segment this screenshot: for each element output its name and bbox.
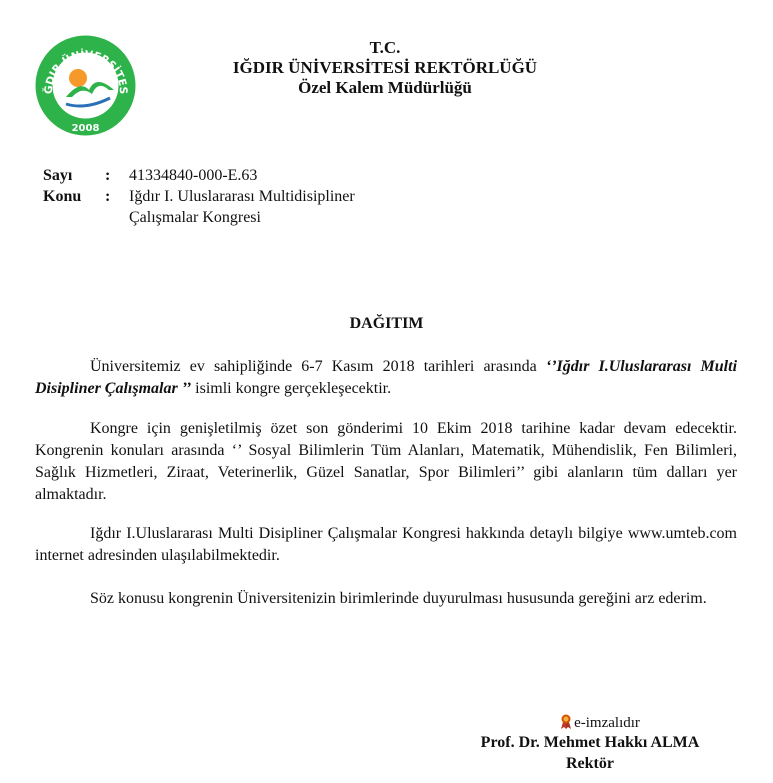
- paragraph-website: Iğdır I.Uluslararası Multi Disipliner Çalışmalar Kongresi hakkında detaylı bilgiye www.umteb.com internet adresinden ulaşılabilmektedir.: [35, 525, 737, 564]
- paragraph-announcement: [35, 356, 737, 400]
- logo-year: 2008: [71, 123, 100, 134]
- university-seal-icon: [34, 34, 137, 137]
- letterhead: [200, 38, 570, 98]
- meta-row-number: [43, 165, 369, 186]
- signature-block: [440, 714, 740, 774]
- p1-text-post: isimli kongre gerçekleşecektir.: [191, 380, 392, 397]
- number-colon: :: [105, 167, 111, 184]
- signer-name: Prof. Dr. Mehmet Hakkı ALMA: [480, 734, 700, 751]
- p1-congress-name: ‘’Iğdır I.Uluslararası Multi Disipliner Çalışmalar ’’: [35, 358, 738, 397]
- subject-colon: :: [105, 188, 111, 205]
- p1-text-pre: Üniversitemiz ev sahipliğinde 6-7 Kasım 2018 tarihleri arasında: [90, 358, 546, 375]
- distribution-title: DAĞITIM: [349, 315, 424, 332]
- subject-label: Konu: [43, 188, 82, 205]
- number-label: Sayı: [43, 167, 73, 184]
- meta-row-subject: [43, 186, 369, 228]
- award-ribbon-icon: [560, 714, 572, 729]
- number-value: 41334840-000-E.63: [129, 167, 258, 184]
- e-signature-line: [440, 714, 740, 732]
- signer-title: Rektör: [566, 755, 614, 772]
- header-line-tc: T.C.: [369, 38, 401, 57]
- paragraph-topics: Kongre için genişletilmiş özet son gönderimi 10 Ekim 2018 tarihine kadar devam edecektir. Kongrenin konuları arasında ‘’ Sosyal Bilimlerin Tüm Alanları, Matematik, Mühendislik, Fen Bilimleri, Sağlık Hizmetleri, Ziraat, Veterinerlik, Güzel Sanatlar, Spor Bilimleri’’ gibi alanların tüm dalları yer almaktadır.: [35, 420, 737, 503]
- logo-sun: [69, 69, 87, 87]
- paragraph-request: Söz konusu kongrenin Üniversitenizin birimlerinde duyurulması hususunda gereğini arz ederim.: [90, 590, 707, 607]
- document-meta: [43, 165, 369, 228]
- logo-ring-text: ĞDIR ÜNİVERSİTES: [42, 48, 130, 95]
- e-signature-label: e-imzalıdır: [574, 715, 640, 731]
- header-line-office: Özel Kalem Müdürlüğü: [298, 78, 472, 97]
- university-logo: [34, 34, 137, 137]
- header-line-rectorate: IĞDIR ÜNİVERSİTESİ REKTÖRLÜĞÜ: [232, 58, 538, 77]
- subject-value: Iğdır I. Uluslararası Multidisipliner Çalışmalar Kongresi: [129, 188, 355, 226]
